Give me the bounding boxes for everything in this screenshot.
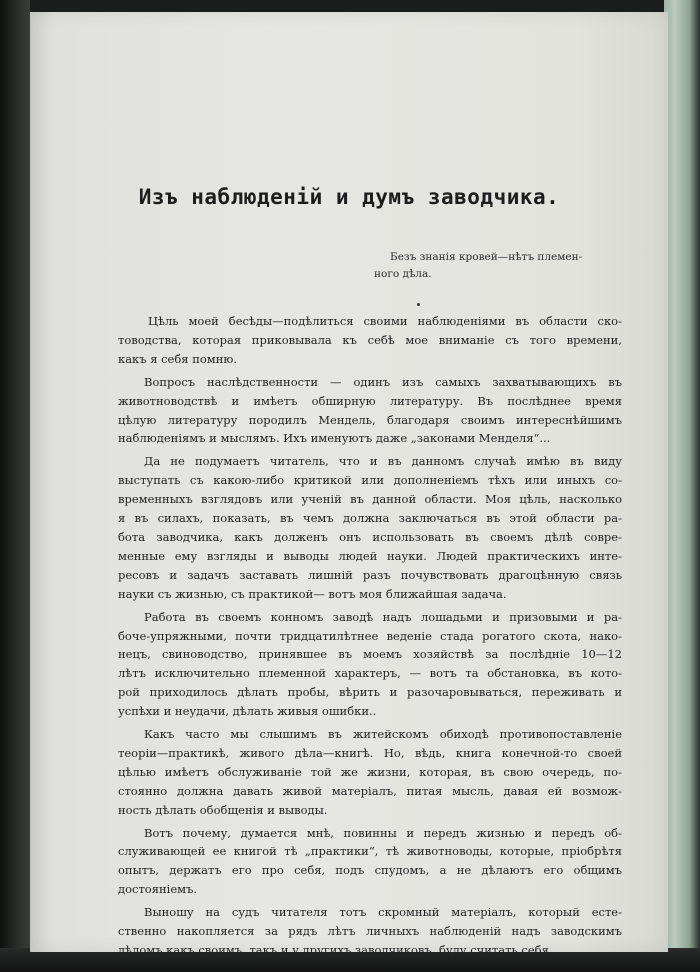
body-text	[118, 312, 622, 964]
text-line: наблюденіямъ и мыслямъ. Ихъ именуютъ даже „законами Менделя“...	[118, 431, 551, 446]
text-line: менные ему взгляды и выводы людей науки. Людей практическихъ инте-	[118, 548, 622, 563]
separator-dot	[417, 303, 420, 306]
text-line: Да не подумаетъ читатель, что и въ данномъ случаѣ имѣю въ виду	[144, 454, 622, 469]
text-line: ность дѣлать обобщенія и выводы.	[118, 802, 328, 817]
text-line: Вопросъ наслѣдственности — одинъ изъ самыхъ захватывающихъ въ	[144, 374, 622, 389]
text-line: Выношу на судъ читателя тотъ скромный матеріалъ, который есте-	[144, 905, 622, 920]
text-line: служивающей ее книгой тѣ „практики“, тѣ животноводы, которые, пріобрѣтя	[118, 844, 622, 859]
text-line: боче-упряжными, почти тридцатилѣтнее веденіе стада рогатого скота, нако-	[118, 628, 622, 643]
book-spine-gutter	[0, 0, 30, 972]
text-line: временныхъ взглядовъ или ученій въ данной области. Моя цѣль, насколько	[118, 492, 622, 507]
text-line: Вотъ почему, думается мнѣ, повинны и передъ жизнью и передъ об-	[144, 825, 622, 840]
epigraph	[374, 249, 622, 283]
text-line: нецъ, свиноводство, принявшее въ моемъ хозяйствѣ за послѣдніе 10—12	[118, 647, 622, 662]
text-line: ственно накопляется за рядъ лѣтъ личныхъ наблюденій надъ заводскимъ	[118, 924, 622, 939]
text-line: Работа въ своемъ конномъ заводѣ надъ лошадьми и призовыми и ра-	[144, 609, 622, 624]
paragraph	[118, 373, 622, 449]
book-page	[30, 12, 668, 957]
text-line: какъ я себя помню.	[118, 351, 238, 366]
paragraph	[118, 452, 622, 603]
text-line: я въ силахъ, показать, въ чемъ должна заключаться въ этой области ра-	[118, 511, 622, 526]
text-line: цѣлую литературу породилъ Мендель, благодаря своимъ интереснѣйшимъ	[118, 412, 622, 427]
chapter-title: Изъ наблюденій и думъ заводчика.	[138, 185, 560, 209]
paragraph	[118, 903, 622, 960]
paragraph	[118, 725, 622, 820]
text-line: лѣтъ исключительно племенной характеръ, — вотъ та обстановка, въ кото-	[118, 666, 622, 681]
text-line: науки съ жизнью, съ практикой— вотъ моя ближайшая задача.	[118, 586, 507, 601]
text-line: теоріи—практикѣ, живого дѣла—книгѣ. Но, вѣдь, книга конечной-то своей	[118, 745, 622, 760]
text-line: цѣлью имѣетъ обслуживаніе той же жизни, которая, въ свою очередь, по-	[118, 764, 622, 779]
text-line: Цѣль моей бесѣды—подѣлиться своими наблюденіями въ области ско-	[148, 314, 622, 328]
text-line: животноводствѣ и имѣетъ обширную литературу. Въ послѣднее время	[118, 393, 622, 408]
epigraph-line: Безъ знанія кровей—нѣтъ племен-	[390, 251, 583, 263]
paragraph	[118, 824, 622, 900]
text-line: бота заводчика, какъ долженъ онъ использовать въ своемъ дѣлѣ совре-	[118, 529, 622, 544]
text-line: успѣхи и неудачи, дѣлать живыя ошибки..	[118, 704, 377, 719]
text-line: опытъ, держатъ его про себя, подъ спудомъ, а не дѣлаютъ его общимъ	[118, 863, 622, 878]
text-line: выступать съ какою-либо критикой или дополненіемъ тѣхъ или иныхъ со-	[118, 473, 622, 488]
text-line: рой приходилось дѣлать пробы, вѣрить и разочаровываться, переживать и	[118, 685, 622, 700]
text-line: Какъ часто мы слышимъ въ житейскомъ обиходѣ противопоставленіе	[144, 727, 622, 742]
paragraph	[118, 312, 622, 369]
epigraph-line: ного дѣла.	[374, 268, 432, 280]
text-line: стоянно должна давать живой матеріалъ, питая мысль, давая ей возмож-	[118, 783, 622, 798]
text-line: ресовъ и задачъ заставать лишній разъ почувствовать драгоцѣнную связь	[118, 567, 622, 582]
text-line: товодства, которая приковывала къ себѣ мое вниманіе съ того времени,	[118, 332, 622, 347]
book-cover-edge	[664, 0, 700, 972]
text-line: дѣломъ какъ своимъ, такъ и у другихъ заводчиковъ, буду считать себя	[118, 943, 549, 957]
text-line: достояніемъ.	[118, 882, 198, 897]
paragraph	[118, 608, 622, 721]
